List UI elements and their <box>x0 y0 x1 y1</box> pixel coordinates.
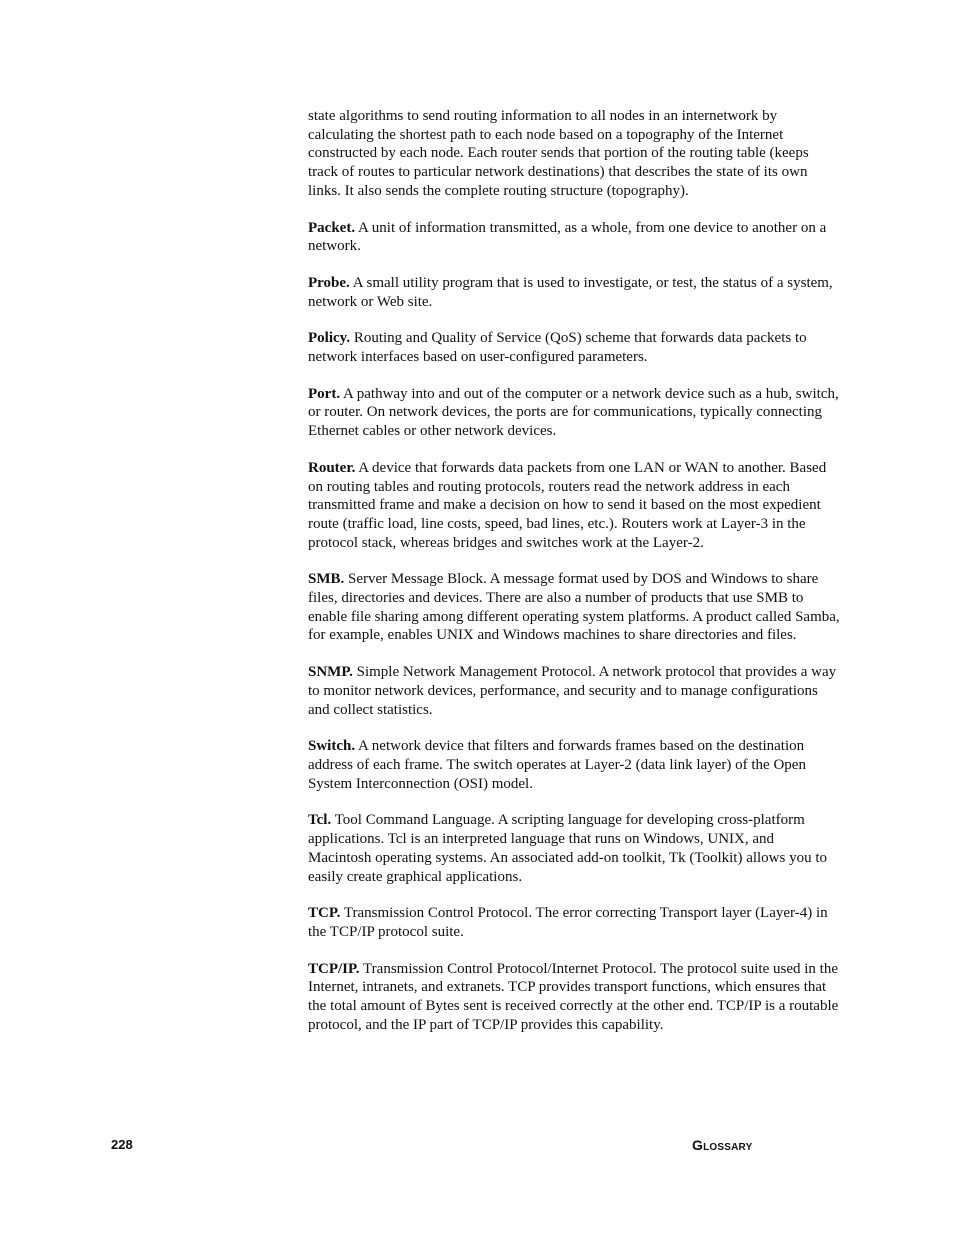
glossary-term: TCP/IP. <box>308 960 360 977</box>
glossary-entry-tcp-ip <box>308 960 840 1035</box>
glossary-term: Port. <box>308 385 341 402</box>
page-footer <box>0 1137 954 1157</box>
glossary-entry-smb <box>308 570 840 645</box>
continued-paragraph: state algorithms to send routing information to all nodes in an internetwork by calculating the shortest path to each node based on a topography of the Internet constructed by each node. Each router sends that portion of the routing table (keeps track of routes to particular network destinations) that describes the state of its own links. It also sends the complete routing structure (topography). <box>308 108 809 199</box>
glossary-entry-probe <box>308 274 840 311</box>
glossary-term: Packet. <box>308 219 356 236</box>
glossary-definition: A small utility program that is used to investigate, or test, the status of a system, network or Web site. <box>308 274 833 310</box>
glossary-entry-policy <box>308 329 840 366</box>
page-number: 228 <box>111 1137 133 1152</box>
running-head: Glossary <box>692 1137 753 1153</box>
glossary-term: SNMP. <box>308 664 353 681</box>
glossary-definition: Tool Command Language. A scripting language for developing cross-platform applications. Tcl is an interpreted language that runs on Windows, UNIX, and Macintosh operating systems. An associated add-on toolkit, Tk (Toolkit) allows you to easily create graphical applications. <box>308 812 828 885</box>
glossary-term: Router. <box>308 459 356 476</box>
glossary-term: Policy. <box>308 330 351 347</box>
glossary-definition: Transmission Control Protocol. The error correcting Transport layer (Layer-4) in the TCP/IP protocol suite. <box>308 905 828 940</box>
glossary-term: Tcl. <box>308 812 332 829</box>
glossary-entry-port <box>308 385 840 441</box>
glossary-entry-switch <box>308 737 840 793</box>
glossary-definition: A unit of information transmitted, as a whole, from one device to another on a network. <box>308 219 827 255</box>
glossary-term: Probe. <box>308 274 350 291</box>
glossary-body <box>308 107 840 1052</box>
glossary-definition: A pathway into and out of the computer or a network device such as a hub, switch, or router. On network devices, the ports are for communications, typically connecting Ethernet cables or other network devices. <box>308 385 839 440</box>
glossary-term: Switch. <box>308 738 356 755</box>
glossary-term: SMB. <box>308 571 345 588</box>
glossary-definition: Transmission Control Protocol/Internet Protocol. The protocol suite used in the Internet, intranets, and extranets. TCP provides transport functions, which ensures that the total amount of Bytes sent is received correctly at the other end. TCP/IP is a routable protocol, and the IP part of TCP/IP provides this capability. <box>308 960 839 1033</box>
glossary-entry-packet <box>308 219 840 256</box>
glossary-definition: Routing and Quality of Service (QoS) scheme that forwards data packets to network interfaces based on user-configured parameters. <box>308 330 807 366</box>
glossary-entry-router <box>308 459 840 553</box>
glossary-entry-tcp <box>308 904 840 941</box>
glossary-entry-snmp <box>308 663 840 719</box>
glossary-term: TCP. <box>308 905 341 922</box>
glossary-definition: A network device that filters and forwards frames based on the destination address of each frame. The switch operates at Layer-2 (data link layer) of the Open System Interconnection (OSI) model. <box>308 738 806 792</box>
glossary-definition: Server Message Block. A message format used by DOS and Windows to share files, directories and devices. There are also a number of products that use SMB to enable file sharing among different operating system platforms. A product called Samba, for example, enables UNIX and Windows machines to share directories and files. <box>308 571 840 644</box>
glossary-entry-tcl <box>308 811 840 886</box>
glossary-definition: A device that forwards data packets from one LAN or WAN to another. Based on routing tables and routing protocols, routers read the network address in each transmitted frame and make a decision on how to send it based on the most expedient route (traffic load, line costs, speed, bad lines, etc.). Routers work at Layer-3 in the protocol stack, whereas bridges and switches work at the Layer-2. <box>308 459 827 551</box>
glossary-definition: Simple Network Management Protocol. A network protocol that provides a way to monitor network devices, performance, and security and to manage configurations and collect statistics. <box>308 664 837 718</box>
